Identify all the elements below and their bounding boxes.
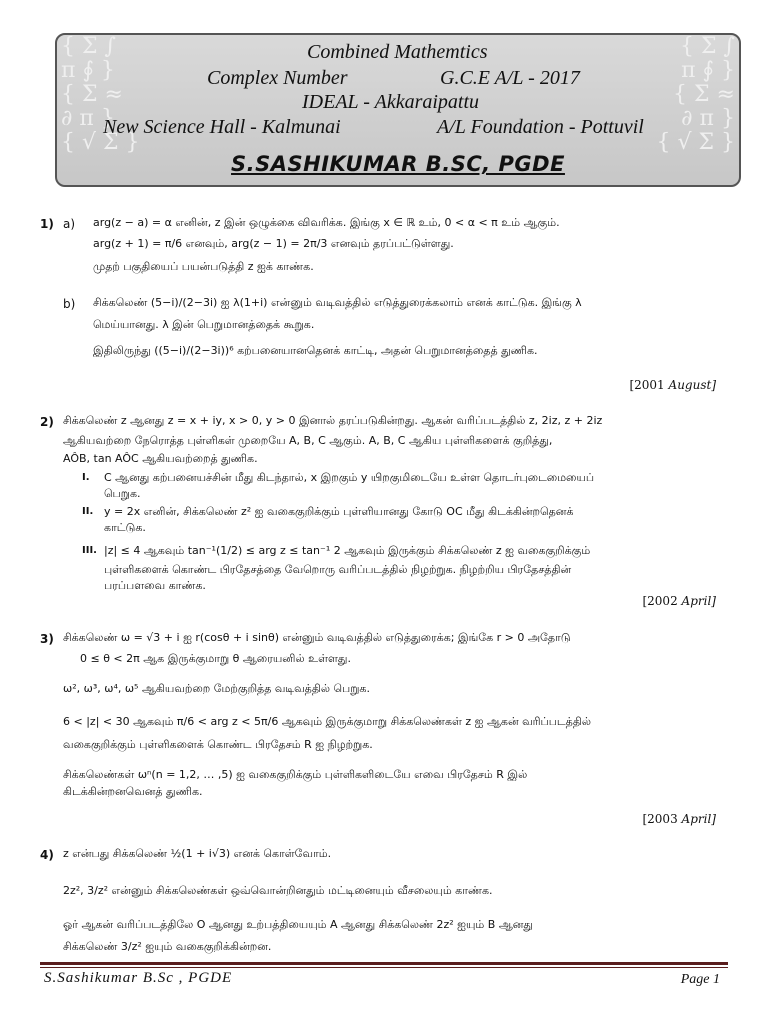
question-text: |z| ≤ 4 ஆகவும் tan⁻¹(1/2) ≤ arg z ≤ tan⁻¹ 2 ஆகவும் இருக்கும் சிக்கலெண் z ஐ வகைகுறிக்கும்: [104, 544, 591, 557]
question-text: z என்பது சிக்கலெண் ½(1 + i√3) எனக் கொள்வோம்.: [63, 847, 332, 860]
decorative-formula-background-right: { Σ ∫ π ∮ } { Σ ≈ ∂ π } { √ Σ }: [656, 34, 735, 155]
footer-author: S.Sashikumar B.Sc , PGDE: [44, 970, 233, 986]
question-text: வகைகுறிக்கும் புள்ளிகளைக் கொண்ட பிரதேசம் R ஐ நிழற்றுக.: [63, 738, 373, 751]
question-text: சிக்கலெண் z ஆனது z = x + iy, x > 0, y > 0 இனால் தரப்படுகின்றது. ஆகன் வரிப்படத்தில் z, 2iz, z + 2iz: [63, 414, 603, 427]
question-text: பரப்பளவை காண்க.: [104, 579, 206, 592]
decorative-formula-background-left: { Σ ∫ π ∮ } { Σ ≈ ∂ π } { √ Σ }: [61, 34, 140, 155]
question-text: ஓர் ஆகன் வரிப்படத்திலே O ஆனது உற்பத்தியையும் A ஆனது சிக்கலெண் 2z² ஐயும் B ஆனது: [63, 918, 533, 931]
header-subject: Complex Number: [207, 67, 348, 89]
question-text: பெறுக.: [104, 487, 141, 500]
question-text: இதிலிருந்து ((5−i)/(2−3i))⁶ கற்பனையானதெனக் காட்டி, அதன் பெறுமானத்தைத் துணிக.: [93, 344, 538, 357]
header-institute: IDEAL - Akkaraipattu: [302, 91, 480, 113]
question-text: புள்ளிகளைக் கொண்ட பிரதேசத்தை வேறொரு வரிப்படத்தில் நிழற்றுக. நிழற்றிய பிரதேசத்தின்: [104, 563, 572, 576]
question-text: கிடக்கின்றனவெனத் துணிக.: [63, 785, 203, 798]
question-number: 1): [40, 217, 54, 231]
subpart-label: b): [63, 297, 76, 311]
question-text: arg(z − a) = α எனின், z இன் ஒழுக்கை விவரிக்க. இங்கு x ∈ ℝ உம், 0 < α < π உம் ஆகும்.: [93, 216, 560, 229]
question-text: 2z², 3/z² என்னும் சிக்கலெண்கள் ஒவ்வொன்றினதும் மட்டினையும் வீசலையும் காண்க.: [63, 884, 493, 897]
question-text: முதற் பகுதியைப் பயன்படுத்தி z ஐக் காண்க.: [93, 260, 314, 273]
subpart-label: II.: [82, 506, 94, 517]
question-number: 4): [40, 848, 54, 862]
header-exam: G.C.E A/L - 2017: [440, 67, 580, 89]
header-title: Combined Mathemtics: [307, 41, 488, 63]
year-reference: [2002 April]: [642, 594, 716, 608]
header-author: S.SASHIKUMAR B.SC, PGDE: [231, 152, 565, 176]
question-text: C ஆனது கற்பனையச்சின் மீது கிடந்தால், x இறகும் y யிறகுமிடையே உள்ள தொடர்புடைமையைப்: [104, 471, 595, 484]
question-text: சிக்கலெண் (5−i)/(2−3i) ஐ λ(1+i) என்னும் வடிவத்தில் எடுத்துரைக்கலாம் எனக் காட்டுக. இங்கு λ: [93, 296, 582, 309]
question-text: arg(z + 1) = π/6 எனவும், arg(z − 1) = 2π/3 எனவும் தரப்பட்டுள்ளது.: [93, 237, 454, 250]
subpart-label: III.: [82, 545, 97, 556]
question-text: y = 2x எனின், சிக்கலெண் z² ஐ வகைகுறிக்கும் புள்ளியானது கோடு OC மீது கிடக்கின்றதெனக்: [104, 505, 574, 518]
question-text: 6 < |z| < 30 ஆகவும் π/6 < arg z < 5π/6 ஆகவும் இருக்குமாறு சிக்கலெண்கள் z ஐ ஆகன் வரிப்படத்தில்: [63, 715, 591, 728]
question-text: மெய்யானது. λ இன் பெறுமானத்தைக் கூறுக.: [93, 318, 315, 331]
question-text: 0 ≤ θ < 2π ஆக இருக்குமாறு θ ஆரையனில் உள்ளது.: [80, 652, 351, 665]
footer-divider: [40, 962, 728, 965]
year-reference: [2001 August]: [629, 378, 716, 392]
question-number: 2): [40, 415, 54, 429]
question-text: ω², ω³, ω⁴, ω⁵ ஆகியவற்றை மேற்குறித்த வடிவத்தில் பெறுக.: [63, 682, 370, 695]
question-text: காட்டுக.: [104, 521, 146, 534]
question-text: ஆகியவற்றை நேரொத்த புள்ளிகள் முறையே A, B, C ஆகும். A, B, C ஆகிய புள்ளிகளைக் குறித்து,: [63, 434, 553, 447]
page-number: Page 1: [680, 972, 720, 987]
question-text: சிக்கலெண் 3/z² ஐயும் வகைகுறிக்கின்றன.: [63, 940, 272, 953]
question-text: சிக்கலெண் ω = √3 + i ஐ r(cosθ + i sinθ) என்னும் வடிவத்தில் எடுத்துரைக்க; இங்கே r > 0 அதோடு: [63, 631, 571, 644]
header-center-right: A/L Foundation - Pottuvil: [437, 116, 644, 138]
question-number: 3): [40, 632, 54, 646]
subpart-label: I.: [82, 472, 90, 483]
year-reference: [2003 April]: [642, 812, 716, 826]
header-center-left: New Science Hall - Kalmunai: [103, 116, 341, 138]
question-text: சிக்கலெண்கள் ωⁿ(n = 1,2, … ,5) ஐ வகைகுறிக்கும் புள்ளிகளிடையே எவை பிரதேசம் R இல்: [63, 768, 528, 781]
question-text: AÔB, tan AÔC ஆகியவற்றைத் துணிக.: [63, 452, 258, 465]
footer-divider-thin: [40, 967, 728, 968]
header-banner: [55, 33, 741, 187]
subpart-label: a): [63, 217, 76, 231]
